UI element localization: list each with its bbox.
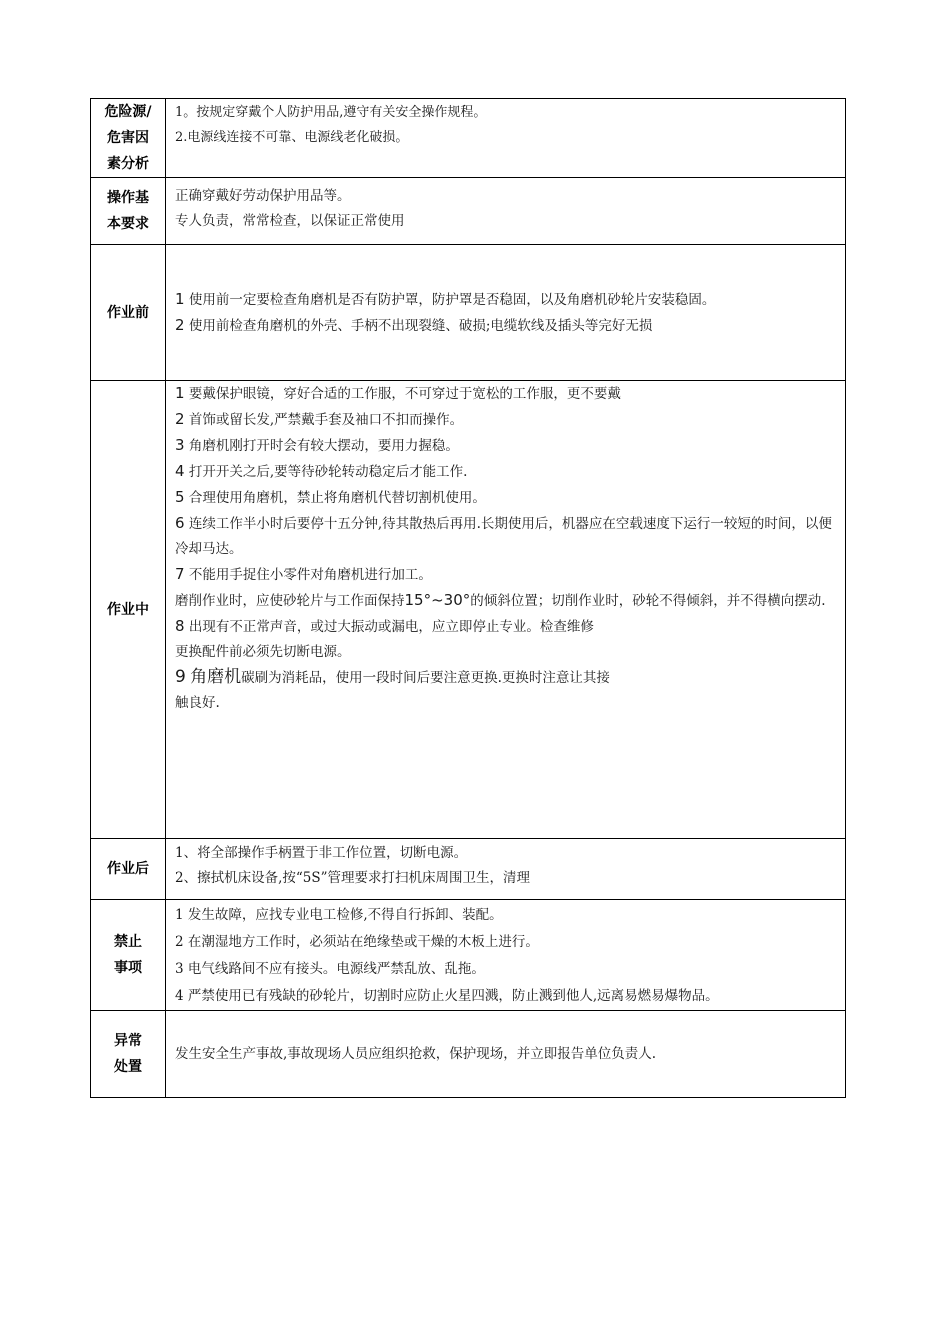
item-text: 要戴保护眼镜，穿好合适的工作服，不可穿过于宽松的工作服，更不要戴 bbox=[188, 386, 621, 402]
during-item bbox=[175, 511, 837, 562]
during-item bbox=[175, 665, 837, 691]
after-item: 1、将全部操作手柄置于非工作位置，切断电源。 bbox=[175, 845, 468, 861]
row-hazard bbox=[91, 99, 846, 178]
during-item bbox=[175, 407, 837, 433]
item-number: 6 bbox=[175, 514, 185, 532]
row-abnormal bbox=[91, 1011, 846, 1098]
item-number: 1 bbox=[175, 289, 185, 308]
item-text: 角磨机刚打开时会有较大摆动，要用力握稳。 bbox=[188, 438, 459, 454]
content-basic bbox=[166, 178, 846, 245]
label-abnormal bbox=[91, 1011, 166, 1098]
item-number: 8 bbox=[175, 617, 185, 635]
item-number: 3 bbox=[175, 436, 185, 454]
content-abnormal bbox=[166, 1011, 846, 1098]
during-item bbox=[175, 562, 837, 588]
grinding-text: 的倾斜位置；切削作业时，砂轮不得倾斜，并不得横向摆动. bbox=[470, 593, 826, 609]
label-line: 异常 bbox=[114, 1033, 142, 1049]
item-number: 5 bbox=[175, 488, 185, 506]
content-during bbox=[166, 381, 846, 839]
content-forbidden bbox=[166, 900, 846, 1011]
before-item bbox=[175, 287, 837, 313]
item-text: 合理使用角磨机，禁止将角磨机代替切割机使用。 bbox=[188, 490, 486, 506]
during-item bbox=[175, 381, 837, 407]
safety-operation-table bbox=[90, 98, 846, 1098]
during-item-continued: 更换配件前必须先切断电源。 bbox=[175, 644, 351, 660]
label-before: 作业前 bbox=[91, 245, 166, 381]
item-text: 使用前检查角磨机的外壳、手柄不出现裂缝、破损;电缆软线及插头等完好无损 bbox=[188, 317, 653, 334]
item-text: 首饰或留长发,严禁戴手套及袖口不扣而操作。 bbox=[188, 412, 464, 428]
item-number: 4 bbox=[175, 462, 185, 480]
label-line: 处置 bbox=[114, 1059, 142, 1075]
label-during: 作业中 bbox=[91, 381, 166, 839]
item-emphasis: 角磨机 bbox=[190, 667, 242, 687]
label-after: 作业后 bbox=[91, 839, 166, 900]
forbidden-item: 3 电气线路间不应有接头。电源线严禁乱放、乱拖。 bbox=[175, 961, 485, 977]
content-before bbox=[166, 245, 846, 381]
during-item bbox=[175, 433, 837, 459]
row-forbidden bbox=[91, 900, 846, 1011]
grinding-angle: 15°~30° bbox=[404, 591, 471, 609]
label-line: 素分析 bbox=[107, 156, 149, 172]
label-line: 危害因 bbox=[107, 130, 149, 146]
item-text: 出现有不正常声音，或过大振动或漏电，应立即停止专业。检查维修 bbox=[188, 619, 594, 635]
basic-item: 专人负责，常常检查，以保证正常使用 bbox=[175, 213, 405, 229]
during-grinding-note bbox=[175, 588, 837, 614]
hazard-item: 1。按规定穿戴个人防护用品,遵守有关安全操作规程。 bbox=[175, 105, 487, 120]
row-during bbox=[91, 381, 846, 839]
after-item: 2、擦拭机床设备,按“5S”管理要求打扫机床周围卫生，清理 bbox=[175, 870, 531, 886]
item-number: 7 bbox=[175, 565, 185, 583]
item-number: 2 bbox=[175, 410, 185, 428]
during-item bbox=[175, 614, 837, 640]
grinding-text: 磨削作业时，应使砂轮片与工作面保持 bbox=[175, 593, 405, 609]
forbidden-item: 4 严禁使用已有残缺的砂轮片，切割时应防止火星四溅，防止溅到他人,远离易燃易爆物品。 bbox=[175, 988, 719, 1004]
label-hazard bbox=[91, 99, 166, 178]
item-number: 1 bbox=[175, 384, 185, 402]
item-text: 碳刷为消耗品，使用一段时间后要注意更换.更换时注意让其接 bbox=[241, 670, 610, 686]
label-line: 禁止 bbox=[114, 934, 142, 950]
item-text: 使用前一定要检查角磨机是否有防护罩，防护罩是否稳固，以及角磨机砂轮片安装稳固。 bbox=[188, 291, 716, 308]
item-text: 不能用手捉住小零件对角磨机进行加工。 bbox=[188, 567, 432, 583]
before-item bbox=[175, 313, 837, 339]
during-item bbox=[175, 459, 837, 485]
content-after bbox=[166, 839, 846, 900]
row-basic bbox=[91, 178, 846, 245]
hazard-item: 2.电源线连接不可靠、电源线老化破损。 bbox=[175, 130, 409, 145]
item-number: 2 bbox=[175, 315, 185, 334]
label-line: 操作基 bbox=[107, 190, 149, 206]
item-text: 连续工作半小时后要停十五分钟,待其散热后再用.长期使用后，机器应在空载速度下运行一较短的时间，以便冷却马达。 bbox=[175, 516, 832, 557]
item-number: 9 bbox=[175, 667, 186, 687]
row-before bbox=[91, 245, 846, 381]
label-line: 事项 bbox=[114, 960, 142, 976]
forbidden-item: 1 发生故障，应找专业电工检修,不得自行拆卸、装配。 bbox=[175, 907, 503, 923]
content-hazard bbox=[166, 99, 846, 178]
label-basic bbox=[91, 178, 166, 245]
basic-item: 正确穿戴好劳动保护用品等。 bbox=[175, 188, 351, 204]
label-line: 本要求 bbox=[107, 216, 149, 232]
forbidden-item: 2 在潮湿地方工作时，必须站在绝缘垫或干燥的木板上进行。 bbox=[175, 934, 539, 950]
label-line: 危险源/ bbox=[104, 104, 152, 120]
abnormal-item: 发生安全生产事故,事故现场人员应组织抢救，保护现场，并立即报告单位负责人. bbox=[175, 1045, 657, 1062]
during-item-continued: 触良好. bbox=[175, 695, 220, 711]
item-text: 打开开关之后,要等待砂轮转动稳定后才能工作. bbox=[188, 464, 468, 480]
during-item bbox=[175, 485, 837, 511]
label-forbidden bbox=[91, 900, 166, 1011]
row-after bbox=[91, 839, 846, 900]
